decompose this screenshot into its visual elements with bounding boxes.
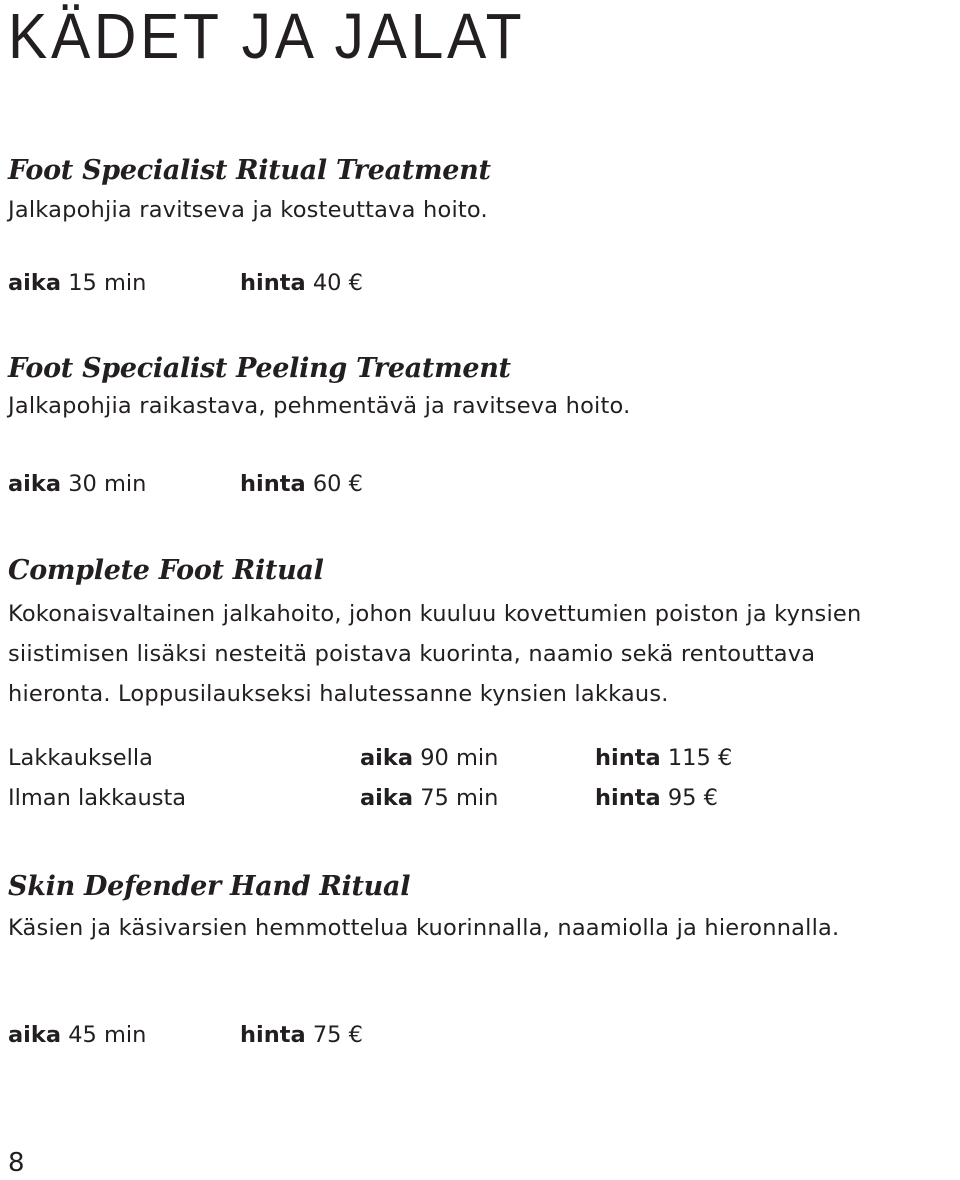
treatment-description: Jalkapohjia raikastava, pehmentävä ja ravitseva hoito.	[8, 393, 631, 419]
price-value: 95 €	[667, 785, 718, 811]
treatment-meta-row	[8, 469, 938, 499]
duration-value: 15 min	[68, 270, 147, 296]
treatment-description: Kokonaisvaltainen jalkahoito, johon kuuluu kovettumien poiston ja kynsien siistimisen lisäksi nesteitä poistava kuorinta, naamio sekä rentouttava hieronta. Loppusilaukseksi halutessanne kynsien lakkaus.	[8, 601, 862, 707]
price-label: hinta	[595, 785, 661, 811]
price-field	[595, 743, 732, 773]
duration-field	[8, 1020, 146, 1050]
duration-label: aika	[8, 1022, 62, 1048]
treatment-title: Foot Specialist Ritual Treatment	[8, 155, 491, 186]
duration-label: aika	[360, 785, 414, 811]
treatment-title: Foot Specialist Peeling Treatment	[8, 353, 511, 384]
page-number: 8	[8, 1148, 25, 1178]
price-field	[240, 1020, 363, 1050]
page-title: KÄDET JA JALAT	[8, 0, 526, 72]
duration-field	[360, 743, 498, 773]
price-field	[595, 783, 718, 813]
duration-field	[360, 783, 498, 813]
treatment-description: Jalkapohjia ravitseva ja kosteuttava hoito.	[8, 197, 488, 223]
treatment-description: Käsien ja käsivarsien hemmottelua kuorinnalla, naamiolla ja hieronnalla.	[8, 915, 840, 941]
treatment-title: Complete Foot Ritual	[8, 555, 324, 586]
treatment-foot-specialist-ritual	[8, 154, 938, 230]
treatment-option-row	[8, 743, 938, 773]
price-field	[240, 268, 363, 298]
duration-value: 90 min	[420, 745, 499, 771]
treatment-skin-defender-hand-ritual	[8, 870, 938, 948]
option-name: Ilman lakkausta	[8, 785, 187, 811]
price-label: hinta	[240, 270, 306, 296]
price-label: hinta	[240, 1022, 306, 1048]
price-value: 115 €	[667, 745, 733, 771]
treatment-complete-foot-ritual	[8, 554, 938, 714]
price-value: 40 €	[312, 270, 363, 296]
price-label: hinta	[240, 471, 306, 497]
duration-label: aika	[360, 745, 414, 771]
duration-value: 45 min	[68, 1022, 147, 1048]
duration-field	[8, 469, 146, 499]
duration-value: 30 min	[68, 471, 147, 497]
duration-label: aika	[8, 270, 62, 296]
duration-field	[8, 268, 146, 298]
price-label: hinta	[595, 745, 661, 771]
option-name: Lakkauksella	[8, 745, 153, 771]
treatment-title: Skin Defender Hand Ritual	[8, 871, 411, 902]
treatment-option-row	[8, 783, 938, 813]
treatment-foot-specialist-peeling	[8, 352, 938, 426]
price-field	[240, 469, 363, 499]
duration-label: aika	[8, 471, 62, 497]
treatment-meta-row	[8, 1020, 938, 1050]
duration-value: 75 min	[420, 785, 499, 811]
price-value: 75 €	[312, 1022, 363, 1048]
price-value: 60 €	[312, 471, 363, 497]
treatment-meta-row	[8, 268, 938, 298]
price-list-page	[8, 0, 948, 1180]
